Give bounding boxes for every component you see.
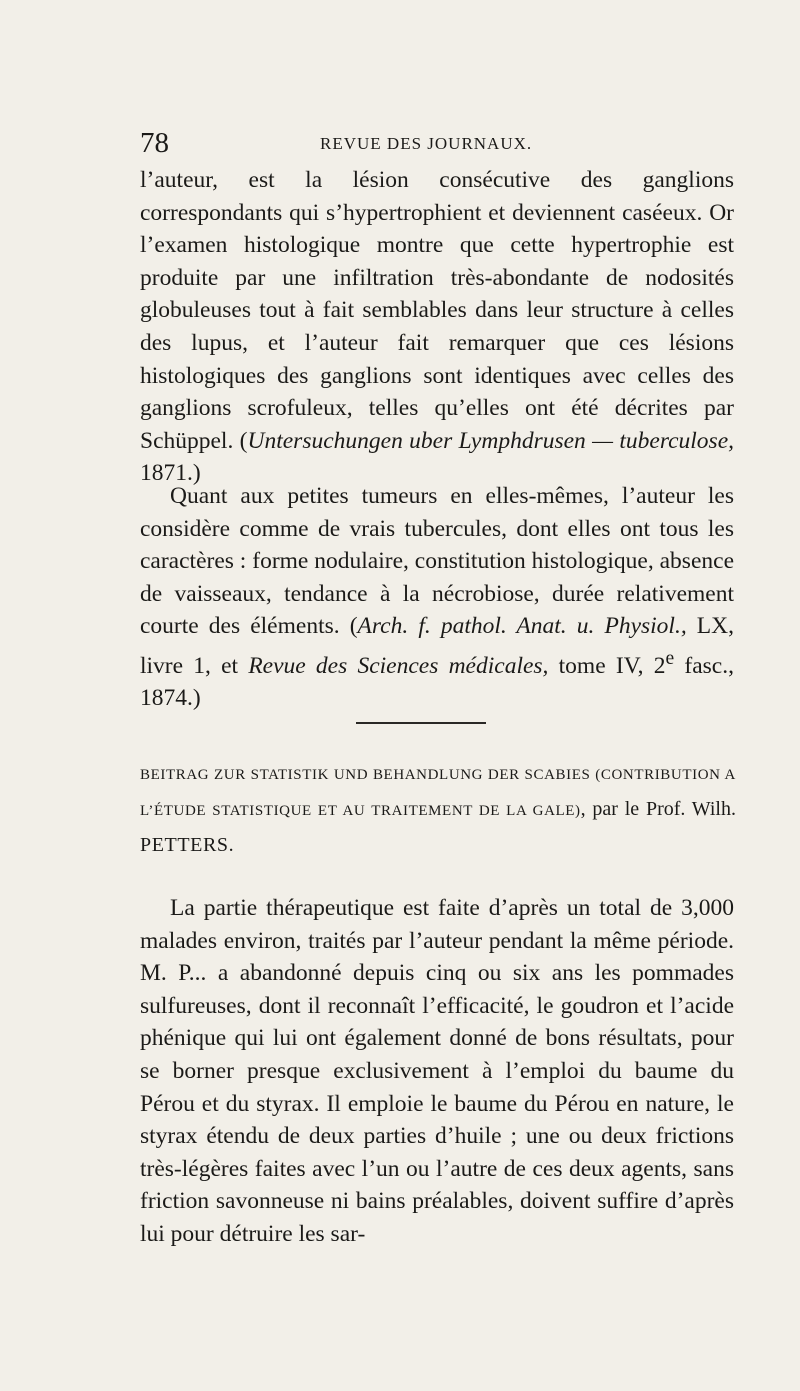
paragraph-2-text: Quant aux petites tumeurs en elles-mêmes, l’auteur les considère comme de vrais tubercules, dont elles ont tous les caractères : forme nodulaire, constitution histologique, absence de vaisseaux, tendance à la nécrobiose, durée relativement courte des éléments. ( bbox=[140, 483, 734, 640]
article-title: BEITRAG ZUR STATISTIK UND BEHANDLUNG DER SCABIES (CONTRIBUTION A L’ÉTUDE STATISTIQUE ET AU TRAITEMENT DE LA GALE) bbox=[140, 767, 736, 819]
section-divider bbox=[356, 722, 486, 724]
paragraph-1 bbox=[140, 164, 734, 490]
citation-revue: Revue des Sciences médicales, bbox=[248, 652, 549, 679]
article-byline: , par le Prof. Wilh. bbox=[580, 798, 736, 820]
paragraph-3 bbox=[140, 892, 734, 1251]
citation-volume: LX, livre 1, et bbox=[140, 613, 735, 679]
superscript-e: e bbox=[665, 647, 675, 669]
page-header bbox=[140, 126, 740, 160]
citation-title: Untersuchungen uber Lymphdrusen — tuberculose, bbox=[247, 427, 734, 454]
running-head: REVUE DES JOURNAUX. bbox=[320, 134, 533, 153]
paragraph-1-text: l’auteur, est la lésion consécutive des ganglions correspondants qui s’hypertrophient et deviennent caséeux. Or l’examen histologique montre que cette hypertrophie est produite par une infiltration très-abondante de nodosités globuleuses tout à fait semblables dans leur structure à celles des lupus, et l’auteur fait remarquer que ces lésions histologiques des ganglions sont identiques avec celles des ganglions scrofuleux, telles qu’elles ont été décrites par Schüppel. ( bbox=[140, 167, 734, 454]
article-author: PETTERS. bbox=[140, 834, 235, 856]
citation-journal: Arch. f. pathol. Anat. u. Physiol., bbox=[357, 613, 687, 640]
article-heading bbox=[140, 756, 736, 862]
page-number: 78 bbox=[140, 127, 169, 159]
citation-fasc: fasc., 1874.) bbox=[140, 652, 734, 712]
citation-tome: tome IV, 2 bbox=[548, 652, 666, 679]
paragraph-2 bbox=[140, 480, 734, 715]
citation-year: 1871.) bbox=[140, 460, 201, 487]
paragraph-3-text: La partie thérapeutique est faite d’après un total de 3,000 malades environ, traités par l’auteur pendant la même période. M. P... a abandonné depuis cinq ou six ans les pommades sulfureuses, dont il reconnaît l’efficacité, le goudron et l’acide phénique qui lui ont également donné de bons résultats, pour se borner presque exclusivement à l’emploi du baume du Pérou et du styrax. Il emploie le baume du Pérou en nature, le styrax étendu de deux parties d’huile ; une ou deux frictions très-légères faites avec l’un ou l’autre de ces deux agents, sans friction savonneuse ni bains préalables, doivent suffire d’après lui pour détruire les sar- bbox=[140, 895, 734, 1247]
